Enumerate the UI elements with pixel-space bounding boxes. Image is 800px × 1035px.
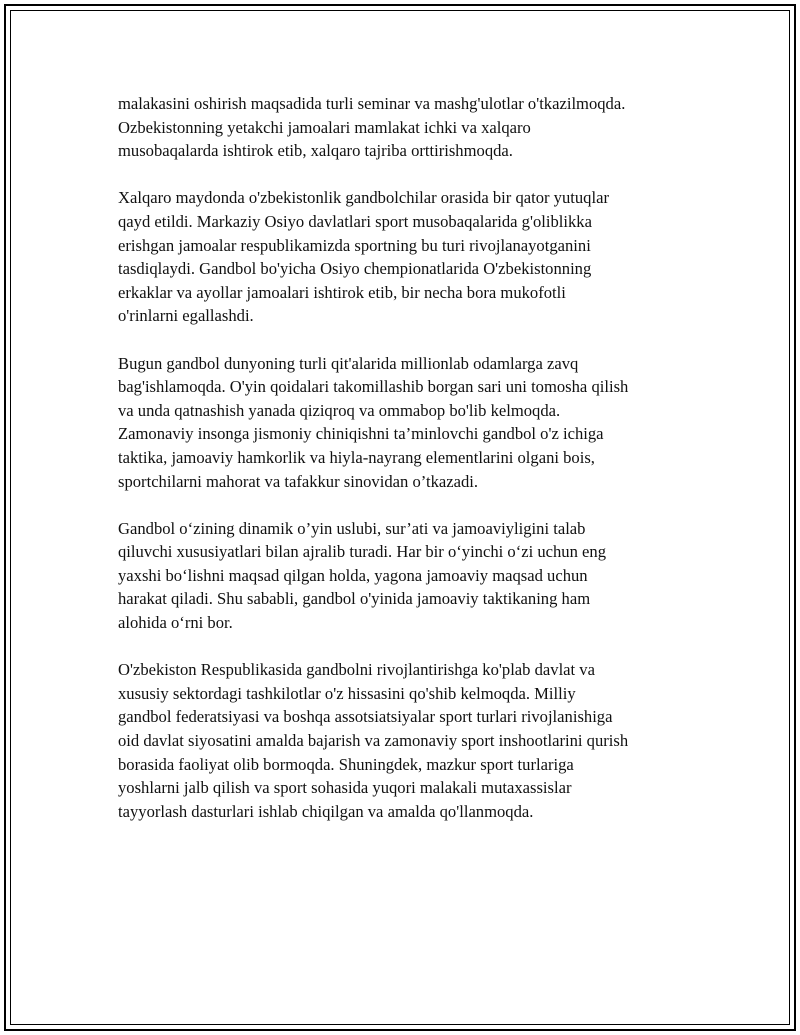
paragraph-2: Xalqaro maydonda o'zbekistonlik gandbolchilar orasida bir qator yutuqlar qayd etildi. Markaziy Osiyo davlatlari sport musobaqalarida g'oliblikka erishgan jamoalar respublikamizda sportning bu turi rivojlanayotganini tasdiqlaydi. Gandbol bo'yicha Osiyo chempionatlarida O'zbekistonning erkaklar va ayollar jamoalari ishtirok etib, bir necha bora mukofotli o'rinlarni egallashdi. — [118, 188, 609, 326]
paragraph-3: Bugun gandbol dunyoning turli qit'alarida millionlab odamlarga zavq bag'ishlamoqda. O'yin qoidalari takomillashib borgan sari uni tomosha qilish va unda qatnashish yanada qiziqroq va ommabop bo'lib kelmoqda. Zamonaviy insonga jismoniy chiniqishni ta’minlovchi gandbol o'z ichiga taktika, jamoaviy hamkorlik va hiyla-nayrang elementlarini olgani bois, sportchilarni mahorat va tafakkur sinovidan o’tkazadi. — [118, 353, 629, 491]
paragraph-5: O'zbekiston Respublikasida gandbolni rivojlantirishga ko'plab davlat va xususiy sektordagi tashkilotlar o'z hissasini qo'shib kelmoqda. Milliy gandbol federatsiyasi va boshqa assotsiatsiyalar sport turlari rivojlanishiga oid davlat siyosatini amalda bajarish va zamonaviy sport inshootlarini qurish borasida faoliyat olib bormoqda. Shuningdek, mazkur sport turlariga yoshlarni jalb qilish va sport sohasida yuqori malakali mutaxassislar tayyorlash dasturlari ishlab chiqilgan va amalda qo'llanmoqda. — [118, 660, 629, 821]
document-body — [118, 92, 688, 847]
paragraph-1: malakasini oshirish maqsadida turli seminar va mashg'ulotlar o'tkazilmoqda. Ozbekistonning yetakchi jamoalari mamlakat ichki va xalqaro musobaqalarda ishtirok etib, xalqaro tajriba orttirishmoqda. — [118, 94, 626, 161]
paragraph-4: Gandbol o‘zining dinamik o’yin uslubi, sur’ati va jamoaviyligini talab qiluvchi xususiyatlari bilan ajralib turadi. Har bir o‘yinchi o‘zi uchun eng yaxshi bo‘lishni maqsad qilgan holda, yagona jamoaviy maqsad uchun harakat qiladi. Shu sababli, gandbol o'yinida jamoaviy taktikaning ham alohida o‘rni bor. — [118, 518, 607, 633]
